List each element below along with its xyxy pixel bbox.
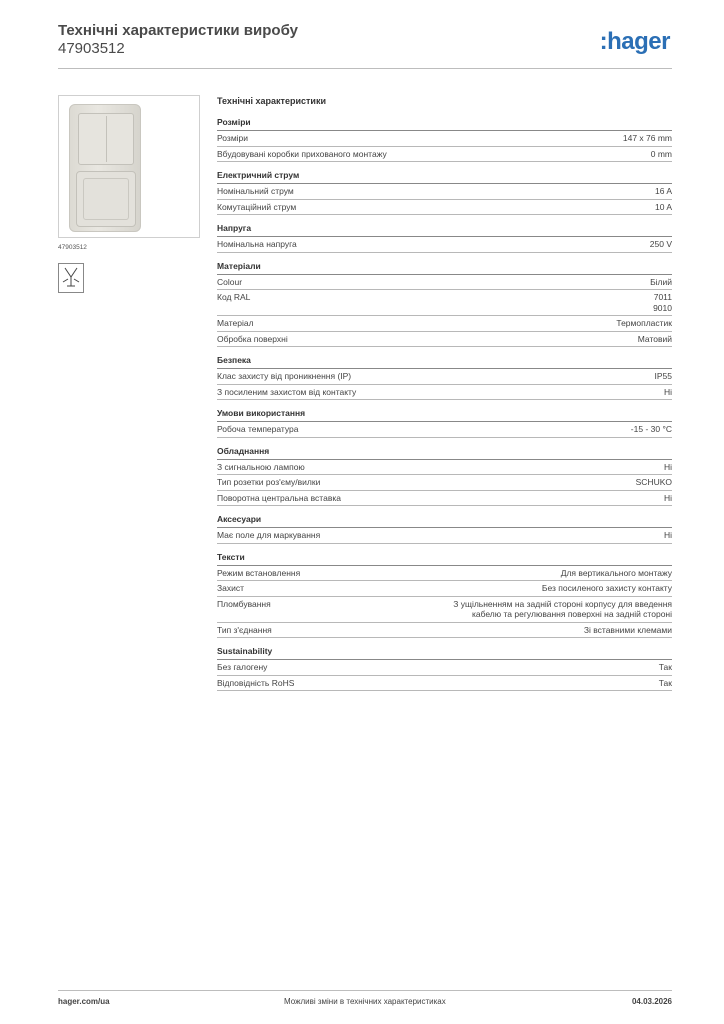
spec-label: Захист: [217, 583, 245, 593]
spec-row: [217, 491, 672, 507]
spec-value: 250 V: [649, 239, 672, 249]
spec-row: [217, 275, 672, 291]
spec-label: Матеріал: [217, 318, 254, 328]
spec-value: 16 A: [654, 186, 672, 196]
footer-date: 04.03.2026: [631, 997, 672, 1006]
spec-value: Так: [658, 662, 672, 672]
section-heading: Аксесуари: [217, 514, 672, 528]
section-heading: Тексти: [217, 552, 672, 566]
spec-section: [217, 223, 672, 253]
spec-label: Тип розетки роз'єму/вилки: [217, 477, 321, 487]
hager-logo[interactable]: :hager: [599, 28, 670, 55]
spec-row: [217, 316, 672, 332]
spec-label: Без галогену: [217, 662, 268, 672]
spec-row: [217, 528, 672, 544]
specs-title: Технічні характеристики: [217, 96, 326, 106]
spec-label: Тип з'єднання: [217, 624, 272, 635]
footer-website-link[interactable]: hager.com/ua: [58, 997, 110, 1006]
spec-row: [217, 676, 672, 692]
spec-label: Пломбування: [217, 598, 271, 609]
spec-value: Зі вставними клемами: [583, 624, 672, 635]
spec-label: Обробка поверхні: [217, 333, 288, 344]
spec-row: [217, 237, 672, 253]
product-device-image: [69, 104, 141, 232]
spec-value: Білий: [650, 276, 672, 287]
spec-row: [217, 581, 672, 597]
spec-row: [217, 597, 672, 623]
spec-label: Код RAL: [217, 292, 251, 302]
spec-section: [217, 117, 672, 162]
spec-sections: [217, 117, 672, 691]
spec-value: 147 x 76 mm: [622, 133, 672, 143]
spec-value: Матовий: [637, 333, 672, 344]
spec-row: [217, 422, 672, 438]
section-heading: Матеріали: [217, 261, 672, 275]
wiring-symbol-icon: [58, 263, 84, 293]
section-heading: Розміри: [217, 117, 672, 131]
spec-label: Colour: [217, 276, 243, 287]
spec-row: [217, 369, 672, 385]
spec-label: Номінальна напруга: [217, 239, 297, 249]
spec-section: [217, 552, 672, 639]
spec-section: [217, 170, 672, 215]
spec-value: Без посиленого захисту контакту: [541, 583, 672, 593]
section-heading: Безпека: [217, 355, 672, 369]
spec-value: З ущільненням на задній стороні корпусу для введення кабелю та регулювання поверхні на задній стороні: [453, 598, 672, 619]
spec-label: Номінальний струм: [217, 186, 294, 196]
spec-value: SCHUKO: [635, 477, 672, 487]
spec-label: Поворотна центральна вставка: [217, 492, 341, 503]
spec-value: Термопластик: [616, 318, 672, 328]
spec-value: Ні: [663, 386, 672, 397]
spec-row: [217, 147, 672, 163]
spec-row: [217, 131, 672, 147]
spec-row: [217, 200, 672, 216]
spec-label: Режим встановлення: [217, 567, 301, 578]
footer-divider: [58, 990, 672, 991]
section-heading: Напруга: [217, 223, 672, 237]
spec-section: [217, 355, 672, 400]
spec-section: [217, 408, 672, 438]
spec-section: [217, 446, 672, 507]
spec-label: З посиленим захистом від контакту: [217, 386, 357, 397]
spec-label: Вбудовувані коробки прихованого монтажу: [217, 148, 387, 159]
spec-value: -15 - 30 °C: [630, 424, 672, 434]
section-heading: Sustainability: [217, 646, 672, 660]
page-title: Технічні характеристики виробу: [58, 22, 298, 39]
spec-label: Комутаційний струм: [217, 201, 297, 212]
product-photo: [58, 95, 200, 238]
specifications: [217, 95, 672, 699]
spec-label: Має поле для маркування: [217, 530, 321, 540]
spec-label: З сигнальною лампою: [217, 461, 305, 472]
spec-row: [217, 184, 672, 200]
spec-value: Так: [658, 677, 672, 688]
product-code: 47903512: [58, 40, 125, 57]
spec-row: [217, 385, 672, 401]
section-heading: Умови використання: [217, 408, 672, 422]
spec-section: [217, 514, 672, 544]
section-heading: Обладнання: [217, 446, 672, 460]
spec-row: [217, 566, 672, 582]
spec-value: IP55: [654, 371, 672, 381]
spec-label: Розміри: [217, 133, 249, 143]
spec-label: Робоча температура: [217, 424, 299, 434]
header-divider: [58, 68, 672, 69]
footer-note: Можливі зміни в технічних характеристиках: [284, 997, 446, 1006]
spec-row: [217, 623, 672, 639]
spec-section: [217, 646, 672, 691]
spec-value: Ні: [663, 530, 672, 540]
spec-row: [217, 660, 672, 676]
photo-caption: 47903512: [58, 244, 87, 251]
section-heading: Електричний струм: [217, 170, 672, 184]
spec-value: Для вертикального монтажу: [560, 567, 672, 578]
spec-value: 7011 9010: [653, 292, 672, 313]
spec-value: 10 A: [654, 201, 672, 212]
spec-label: Відповідність RoHS: [217, 677, 295, 688]
spec-row: [217, 460, 672, 476]
spec-label: Клас захисту від проникнення (IP): [217, 371, 352, 381]
spec-value: Ні: [663, 461, 672, 472]
spec-value: Ні: [663, 492, 672, 503]
spec-value: 0 mm: [650, 148, 672, 159]
spec-row: [217, 290, 672, 316]
spec-row: [217, 332, 672, 348]
page-header: [58, 22, 672, 68]
spec-row: [217, 475, 672, 491]
spec-section: [217, 261, 672, 348]
